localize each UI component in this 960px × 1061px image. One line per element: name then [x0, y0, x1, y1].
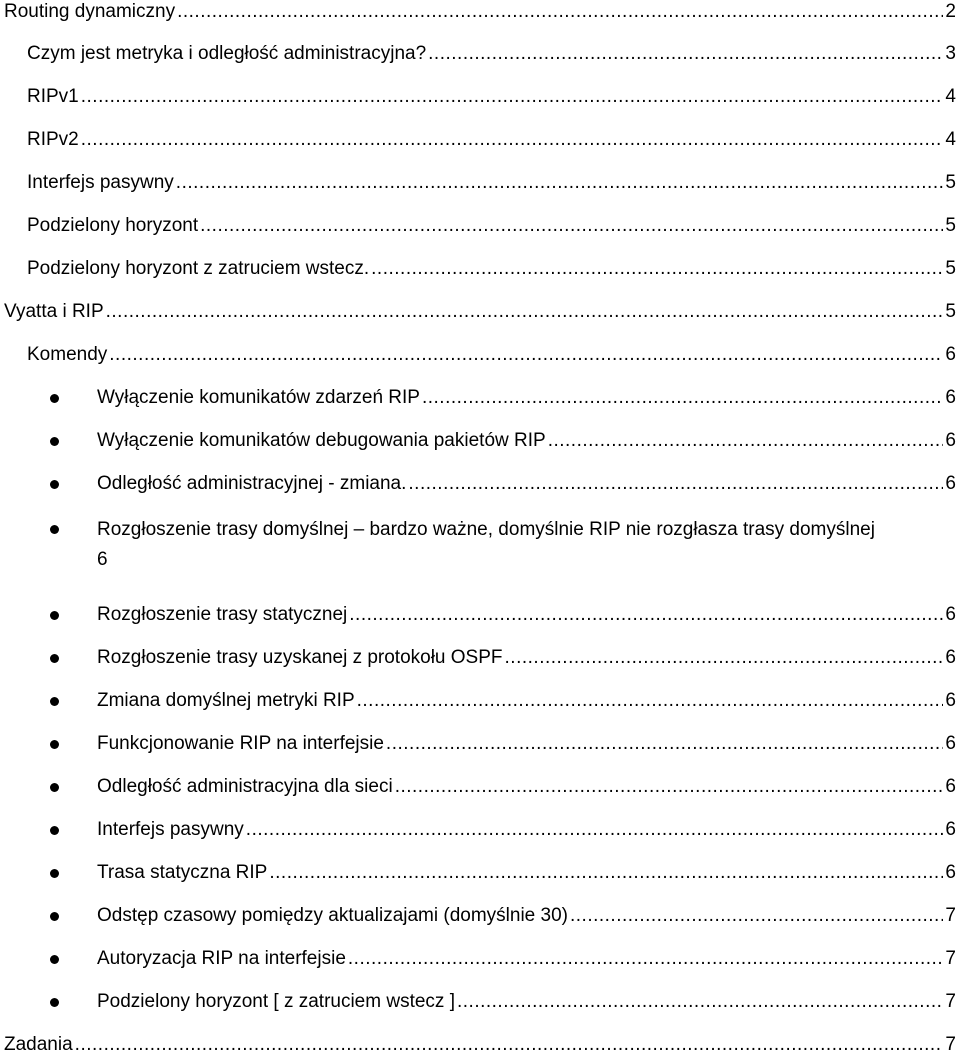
toc-entry-page: 4	[945, 129, 956, 150]
toc-entry-title: Autoryzacja RIP na interfejsie	[97, 948, 346, 969]
toc-entry-title: Odstęp czasowy pomiędzy aktualizajami (domyślnie 30)	[97, 905, 568, 926]
toc-entry-page: 7	[945, 948, 956, 969]
bullet-icon	[50, 783, 59, 792]
toc-entry[interactable]	[27, 42, 956, 66]
bullet-icon	[50, 697, 59, 706]
toc-entry-page: 6	[945, 473, 956, 494]
toc-entry-title: Podzielony horyzont	[27, 215, 199, 236]
toc-entry-title: Rozgłoszenie trasy domyślnej – bardzo ważne, domyślnie RIP nie rozgłasza trasy domyślnej	[97, 519, 875, 540]
toc-leader-dots	[246, 818, 944, 842]
toc-leader-dots	[81, 128, 944, 152]
toc-leader-dots	[75, 1033, 944, 1057]
bullet-icon	[50, 437, 59, 446]
toc-entry-title: Odległość administracyjnej - zmiana.	[97, 473, 407, 494]
toc-entry[interactable]	[97, 429, 956, 453]
toc-entry[interactable]	[97, 472, 956, 496]
bullet-icon	[50, 654, 59, 663]
toc-entry-title: Routing dynamiczny	[4, 1, 176, 22]
toc-entry[interactable]	[27, 257, 956, 281]
toc-entry-title: Trasa statyczna RIP	[97, 862, 268, 883]
toc-entry[interactable]	[27, 128, 956, 152]
toc-leader-dots	[177, 0, 943, 24]
toc-leader-dots	[357, 689, 944, 713]
toc-entry[interactable]	[97, 775, 956, 799]
toc-entry-title: Wyłączenie komunikatów debugowania pakietów RIP	[97, 430, 546, 451]
toc-entry-page: 3	[945, 43, 956, 64]
toc-entry-page: 6	[945, 344, 956, 365]
toc-entry[interactable]	[97, 386, 956, 410]
toc-entry[interactable]	[4, 0, 956, 24]
toc-entry-title: Zmiana domyślnej metryki RIP	[97, 690, 355, 711]
toc-entry[interactable]	[97, 603, 956, 627]
toc-leader-dots	[176, 171, 944, 195]
toc-entry-page: 6	[945, 862, 956, 883]
toc-entry-page: 6	[97, 549, 108, 570]
toc-leader-dots	[81, 85, 944, 109]
toc-entry-title: Komendy	[27, 344, 108, 365]
toc-entry-title: Funkcjonowanie RIP na interfejsie	[97, 733, 384, 754]
toc-entry[interactable]	[4, 300, 956, 324]
toc-entry-title: Wyłączenie komunikatów zdarzeń RIP	[97, 387, 420, 408]
toc-leader-dots	[200, 214, 943, 238]
toc-entry[interactable]	[97, 861, 956, 885]
toc-entry[interactable]	[27, 85, 956, 109]
bullet-icon	[50, 525, 59, 534]
toc-entry-title: Zadania	[4, 1034, 73, 1055]
toc-leader-dots	[386, 732, 944, 756]
bullet-icon	[50, 394, 59, 403]
toc-entry-page: 4	[945, 86, 956, 107]
toc-entry-page: 5	[945, 301, 956, 322]
toc-entry-page: 6	[945, 430, 956, 451]
toc-leader-dots	[428, 42, 943, 66]
toc-entry-title: Interfejs pasywny	[97, 819, 244, 840]
toc-entry-title: Rozgłoszenie trasy statycznej	[97, 604, 348, 625]
toc-entry-page: 2	[945, 1, 956, 22]
toc-leader-dots	[371, 257, 943, 281]
bullet-icon	[50, 955, 59, 964]
toc-leader-dots	[505, 646, 944, 670]
toc-entry-page: 6	[945, 387, 956, 408]
toc-entry-title: Odległość administracyjna dla sieci	[97, 776, 393, 797]
bullet-icon	[50, 826, 59, 835]
toc-leader-dots	[548, 429, 944, 453]
toc-entry-title: Interfejs pasywny	[27, 172, 174, 193]
toc-entry-page: 5	[945, 258, 956, 279]
bullet-icon	[50, 740, 59, 749]
toc-entry[interactable]	[97, 732, 956, 756]
bullet-icon	[50, 998, 59, 1007]
toc-leader-dots	[348, 947, 944, 971]
toc-entry-title: Podzielony horyzont [ z zatruciem wstecz ]	[97, 991, 455, 1012]
bullet-icon	[50, 611, 59, 620]
toc-entry-title: RIPv2	[27, 129, 79, 150]
toc-entry-page: 6	[945, 690, 956, 711]
toc-leader-dots	[457, 990, 943, 1014]
toc-entry-title: Czym jest metryka i odległość administracyjna?	[27, 43, 427, 64]
toc-entry[interactable]	[97, 818, 956, 842]
toc-leader-dots	[422, 386, 943, 410]
toc-leader-dots	[349, 603, 943, 627]
toc-entry[interactable]	[97, 689, 956, 713]
toc-entry[interactable]	[97, 646, 956, 670]
toc-entry[interactable]	[97, 904, 956, 928]
toc-entry-page: 5	[945, 172, 956, 193]
toc-entry-title: RIPv1	[27, 86, 79, 107]
toc-entry[interactable]	[97, 947, 956, 971]
toc-leader-dots	[269, 861, 943, 885]
toc-leader-dots	[408, 472, 943, 496]
toc-entry-page: 6	[945, 776, 956, 797]
bullet-icon	[50, 480, 59, 489]
toc-leader-dots	[109, 343, 943, 367]
toc-entry[interactable]	[27, 171, 956, 195]
toc-entry-page: 6	[945, 647, 956, 668]
toc-leader-dots	[106, 300, 944, 324]
toc-entry-page: 6	[945, 733, 956, 754]
toc-entry-title: Podzielony horyzont z zatruciem wstecz.	[27, 258, 370, 279]
bullet-icon	[50, 869, 59, 878]
bullet-icon	[50, 912, 59, 921]
toc-entry[interactable]	[4, 1033, 956, 1057]
toc-entry-page: 6	[945, 819, 956, 840]
toc-entry[interactable]	[97, 990, 956, 1014]
toc-entry-page: 7	[945, 1034, 956, 1055]
toc-entry-page: 7	[945, 905, 956, 926]
toc-entry-page: 6	[945, 604, 956, 625]
toc-entry[interactable]	[27, 214, 956, 238]
toc-entry[interactable]	[27, 343, 956, 367]
toc-entry[interactable]	[97, 517, 960, 573]
toc-entry-title: Rozgłoszenie trasy uzyskanej z protokołu OSPF	[97, 647, 503, 668]
toc-leader-dots	[570, 904, 943, 928]
toc-leader-dots	[395, 775, 944, 799]
toc-entry-page: 7	[945, 991, 956, 1012]
toc-entry-title: Vyatta i RIP	[4, 301, 104, 322]
toc-entry-page: 5	[945, 215, 956, 236]
